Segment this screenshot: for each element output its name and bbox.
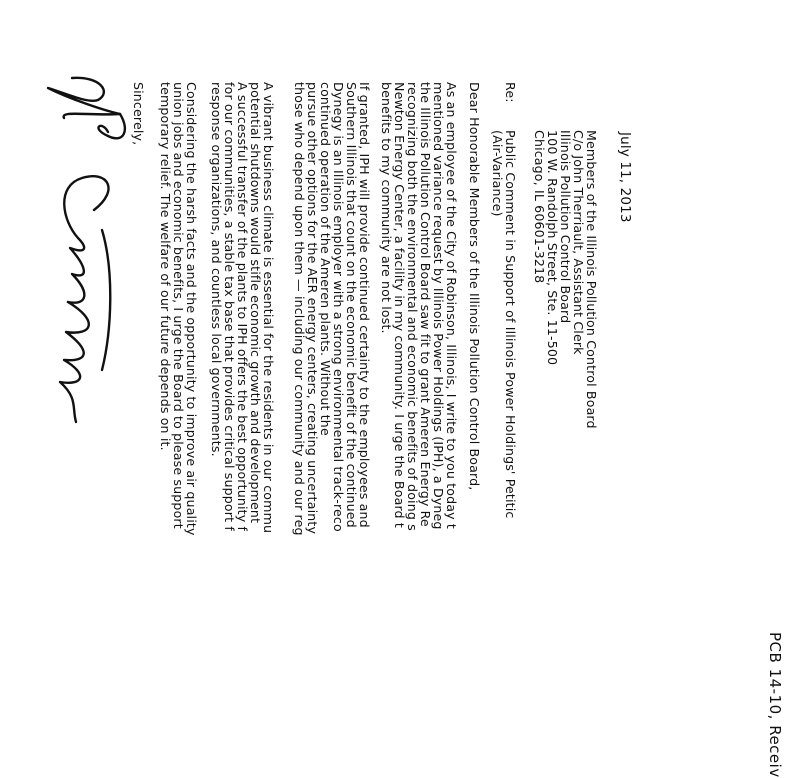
paragraph-line: those who depend upon them — including our community and our reg: [292, 82, 307, 536]
paragraph-line: temporary relief. The welfare of our future depends on it.: [158, 82, 173, 451]
re-subject-line: (Air-Variance): [490, 130, 505, 217]
paragraph-line: Considering the harsh facts and the opportunity to improve air quality: [184, 82, 199, 536]
letter-date: July 11, 2013: [617, 132, 633, 223]
closing: Sincerely,: [131, 82, 146, 146]
paragraph-line: Newton Energy Center, a facility in my community. I urge the Board t: [392, 82, 407, 528]
paragraph-line: A successful transfer of the plants to IPH offers the best opportunity f: [235, 82, 250, 532]
paragraph-line: Dynegy is an Illinois employer with a strong environmental track-reco: [331, 82, 346, 532]
paragraph-line: Southern Illinois that count on the economic benefit of the continued: [344, 82, 359, 528]
paragraph-line: the Illinois Pollution Control Board saw fit to grant Ameren Energy Re: [418, 82, 433, 527]
address-line: C/o John Therriault, Assistant Clerk: [571, 130, 586, 355]
handwritten-signature: [30, 70, 160, 430]
re-subject-line: Public Comment in Support of Illinois Power Holdings' Petitic: [503, 130, 518, 519]
paragraph-line: A vibrant business climate is essential for the residents in our commu: [261, 82, 276, 534]
paragraph-line: As an employee of the City of Robinson, Illinois, I write to you today t: [444, 82, 459, 529]
paragraph-line: continued operation of the Ameren plants. Without the: [318, 82, 333, 436]
re-label: Re:: [503, 82, 518, 103]
paragraph-line: If granted, IPH will provide continued certainty to the employees and: [357, 82, 372, 528]
header-stamp: PCB 14-10, Receiv: [766, 632, 784, 778]
paragraph-line: benefits to my community are not lost.: [379, 82, 394, 334]
paragraph-line: potential shutdowns would stifle economic growth and development: [248, 82, 263, 524]
paragraph-line: mentioned variance request by Illinois Power Holdings (IPH), a Dyneg: [431, 82, 446, 530]
address-line: Members of the Illinois Pollution Control Board: [584, 130, 599, 429]
paragraph-line: union jobs and economic benefits, I urge the Board to please support: [171, 82, 186, 529]
address-line: Chicago, IL 60601-3218: [532, 130, 547, 284]
paragraph-line: recognizing both the environmental and economic benefits of doing s: [405, 82, 420, 531]
address-line: Illinois Pollution Control Board: [558, 130, 573, 324]
address-line: 100 W. Randolph Street, Ste. 11-500: [545, 130, 560, 366]
paragraph-line: response organizations, and countless local governments.: [209, 82, 224, 457]
paragraph-line: for our communities, a stable tax base that provides critical support f: [222, 82, 237, 531]
paragraph-line: pursue other options for the AER energy centers, creating uncertainty: [305, 82, 320, 535]
salutation: Dear Honorable Members of the Illinois Pollution Control Board,: [467, 82, 482, 491]
